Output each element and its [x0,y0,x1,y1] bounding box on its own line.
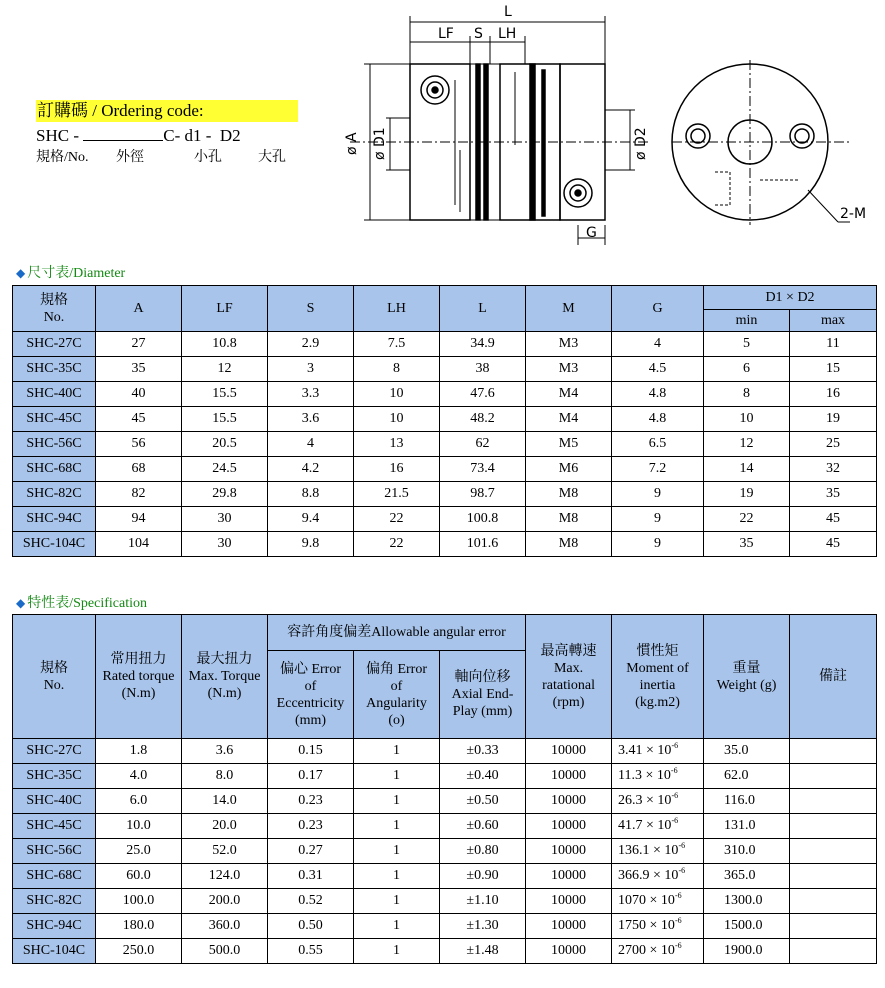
col-inertia: 慣性矩 Moment of inertia (kg.m2) [612,615,704,739]
value-cell: 4.2 [268,457,354,482]
value-cell: M6 [526,457,612,482]
value-cell: 1 [354,864,440,889]
code-blank [83,124,163,141]
value-cell: 1 [354,839,440,864]
value-cell: 10 [354,407,440,432]
value-cell: M3 [526,357,612,382]
value-cell: 124.0 [182,864,268,889]
remark-cell [790,889,877,914]
col-max-torque: 最大扭力 Max. Torque (N.m) [182,615,268,739]
model-cell: SHC-56C [13,839,96,864]
value-cell: 360.0 [182,914,268,939]
col-model: 規格 No. [13,615,96,739]
value-cell: ±0.90 [440,864,526,889]
inertia-exponent: -6 [678,841,686,850]
value-cell: M8 [526,482,612,507]
value-cell: ±1.30 [440,914,526,939]
table-row [13,432,877,457]
inertia-base: 1070 × 10 [618,893,675,908]
value-cell: 22 [354,532,440,557]
value-cell: 365.0 [704,864,790,889]
diamond-bullet-icon: ◆ [16,596,26,610]
dim-phiD2: ø D2 [633,127,649,160]
remark-cell [790,914,877,939]
value-cell: 16 [790,382,877,407]
inertia-cell [612,939,704,964]
value-cell: 8 [704,382,790,407]
label-outer: 外徑 [116,150,144,165]
value-cell: 15.5 [182,407,268,432]
inertia-cell [612,914,704,939]
col-G: G [612,286,704,332]
table-row [13,532,877,557]
col-max: max [790,310,877,332]
value-cell: 10 [704,407,790,432]
value-cell: 9.8 [268,532,354,557]
table-row [13,939,877,964]
label-small: 小孔 [194,150,222,165]
value-cell: 1 [354,914,440,939]
value-cell: 4 [268,432,354,457]
inertia-base: 26.3 × 10 [618,793,672,808]
value-cell: 68 [96,457,182,482]
value-cell: 4.8 [612,407,704,432]
specification-section-title [16,594,147,613]
value-cell: 100.8 [440,507,526,532]
value-cell: 12 [704,432,790,457]
specification-table [12,614,877,964]
dim-phiA: ø A [344,132,360,155]
remark-cell [790,939,877,964]
value-cell: ±0.80 [440,839,526,864]
inertia-base: 366.9 × 10 [618,868,679,883]
inertia-exponent: -6 [674,916,682,925]
model-cell: SHC-82C [13,482,96,507]
value-cell: 9 [612,507,704,532]
value-cell: 98.7 [440,482,526,507]
model-cell: SHC-27C [13,739,96,764]
value-cell: 0.52 [268,889,354,914]
value-cell: 9.4 [268,507,354,532]
value-cell: ±0.50 [440,789,526,814]
col-axial: 軸向位移 Axial End- Play (mm) [440,651,526,739]
table-row [13,739,877,764]
inertia-base: 1750 × 10 [618,918,675,933]
value-cell: 19 [790,407,877,432]
ordering-code-title: 訂購碼 / Ordering code: [36,100,298,122]
value-cell: 45 [790,507,877,532]
table-row [13,764,877,789]
value-cell: 10.8 [182,332,268,357]
value-cell: 15 [790,357,877,382]
value-cell: 250.0 [96,939,182,964]
inertia-cell [612,814,704,839]
code-prefix: SHC - [36,126,79,145]
value-cell: 3.3 [268,382,354,407]
value-cell: 3.6 [182,739,268,764]
inertia-exponent: -6 [671,816,679,825]
table-row [13,382,877,407]
diameter-table [12,285,877,557]
value-cell: 4.8 [612,382,704,407]
diameter-section-title [16,264,125,283]
value-cell: 6 [704,357,790,382]
table-row [13,457,877,482]
value-cell: 35 [790,482,877,507]
value-cell: 131.0 [704,814,790,839]
value-cell: 101.6 [440,532,526,557]
value-cell: 1900.0 [704,939,790,964]
col-A: A [96,286,182,332]
model-cell: SHC-68C [13,457,96,482]
inertia-cell [612,789,704,814]
model-cell: SHC-82C [13,889,96,914]
value-cell: M4 [526,407,612,432]
value-cell: 0.31 [268,864,354,889]
value-cell: 0.50 [268,914,354,939]
inertia-exponent: -6 [674,891,682,900]
value-cell: 1 [354,814,440,839]
inertia-base: 41.7 × 10 [618,818,672,833]
ordering-code-labels [36,148,298,168]
value-cell: 15.5 [182,382,268,407]
value-cell: 0.27 [268,839,354,864]
table-row [13,914,877,939]
front-view [672,60,850,225]
value-cell: 10000 [526,739,612,764]
inertia-exponent: -6 [671,791,679,800]
dim-G: G [586,225,597,241]
model-cell: SHC-94C [13,914,96,939]
col-weight: 重量 Weight (g) [704,615,790,739]
value-cell: M4 [526,382,612,407]
col-LF: LF [182,286,268,332]
model-cell: SHC-56C [13,432,96,457]
value-cell: 2.9 [268,332,354,357]
value-cell: 7.2 [612,457,704,482]
value-cell: 30 [182,532,268,557]
remark-cell [790,789,877,814]
value-cell: 19 [704,482,790,507]
model-cell: SHC-35C [13,764,96,789]
value-cell: 0.23 [268,789,354,814]
value-cell: 45 [96,407,182,432]
model-cell: SHC-45C [13,814,96,839]
inertia-cell [612,889,704,914]
table-row [13,482,877,507]
value-cell: 7.5 [354,332,440,357]
col-remark: 備註 [790,615,877,739]
col-S: S [268,286,354,332]
table-row [13,332,877,357]
value-cell: 500.0 [182,939,268,964]
value-cell: ±1.48 [440,939,526,964]
value-cell: 0.55 [268,939,354,964]
value-cell: 29.8 [182,482,268,507]
value-cell: 0.23 [268,814,354,839]
table-row [13,357,877,382]
value-cell: ±1.10 [440,889,526,914]
inertia-base: 11.3 × 10 [618,768,671,783]
inertia-base: 3.41 × 10 [618,743,672,758]
table-row [13,839,877,864]
table-row [13,507,877,532]
value-cell: 38 [440,357,526,382]
value-cell: 0.15 [268,739,354,764]
model-cell: SHC-35C [13,357,96,382]
table-row [13,889,877,914]
value-cell: 4.0 [96,764,182,789]
value-cell: 104 [96,532,182,557]
ordering-code-format [36,124,298,148]
value-cell: 200.0 [182,889,268,914]
value-cell: 94 [96,507,182,532]
value-cell: 8 [354,357,440,382]
value-cell: 1 [354,764,440,789]
value-cell: 22 [704,507,790,532]
value-cell: 27 [96,332,182,357]
col-angularity: 偏角 Error of Angularity (o) [354,651,440,739]
inertia-exponent: -6 [671,741,679,750]
value-cell: 3 [268,357,354,382]
model-cell: SHC-104C [13,939,96,964]
value-cell: 82 [96,482,182,507]
inertia-cell [612,839,704,864]
value-cell: 40 [96,382,182,407]
col-L: L [440,286,526,332]
value-cell: 25.0 [96,839,182,864]
value-cell: 62 [440,432,526,457]
inertia-exponent: -6 [670,766,678,775]
value-cell: 10.0 [96,814,182,839]
dim-L: L [504,4,512,20]
value-cell: 0.17 [268,764,354,789]
value-cell: 22 [354,507,440,532]
code-c: C [163,126,175,145]
remark-cell [790,814,877,839]
model-cell: SHC-104C [13,532,96,557]
value-cell: 32 [790,457,877,482]
dim-LF: LF [438,26,454,42]
value-cell: 10000 [526,789,612,814]
value-cell: 35 [704,532,790,557]
value-cell: 10000 [526,889,612,914]
value-cell: M5 [526,432,612,457]
value-cell: 1.8 [96,739,182,764]
model-cell: SHC-45C [13,407,96,432]
value-cell: 56 [96,432,182,457]
value-cell: 6.5 [612,432,704,457]
inertia-cell [612,739,704,764]
value-cell: 10000 [526,864,612,889]
col-M: M [526,286,612,332]
value-cell: 34.9 [440,332,526,357]
remark-cell [790,839,877,864]
value-cell: 1 [354,889,440,914]
inertia-exponent: -6 [678,866,686,875]
inertia-cell [612,764,704,789]
table-row [13,789,877,814]
value-cell: 3.6 [268,407,354,432]
model-cell: SHC-40C [13,382,96,407]
value-cell: 13 [354,432,440,457]
value-cell: 4 [612,332,704,357]
value-cell: 100.0 [96,889,182,914]
col-eccentricity: 偏心 Error of Eccentricity (mm) [268,651,354,739]
value-cell: 1 [354,789,440,814]
value-cell: 16 [354,457,440,482]
value-cell: ±0.33 [440,739,526,764]
value-cell: 11 [790,332,877,357]
value-cell: ±0.60 [440,814,526,839]
value-cell: 12 [182,357,268,382]
ordering-code-block [36,100,298,168]
value-cell: 30 [182,507,268,532]
value-cell: 14.0 [182,789,268,814]
value-cell: 9 [612,482,704,507]
value-cell: 1 [354,739,440,764]
remark-cell [790,739,877,764]
model-cell: SHC-68C [13,864,96,889]
value-cell: 21.5 [354,482,440,507]
value-cell: 35.0 [704,739,790,764]
value-cell: 73.4 [440,457,526,482]
value-cell: M3 [526,332,612,357]
value-cell: 310.0 [704,839,790,864]
dim-S: S [474,26,483,42]
inertia-base: 2700 × 10 [618,943,675,958]
value-cell: 1500.0 [704,914,790,939]
value-cell: 62.0 [704,764,790,789]
model-cell: SHC-40C [13,789,96,814]
value-cell: 1300.0 [704,889,790,914]
label-large: 大孔 [258,150,286,165]
value-cell: 45 [790,532,877,557]
col-D: D1 × D2 [704,286,877,310]
value-cell: 10000 [526,939,612,964]
value-cell: 20.0 [182,814,268,839]
inertia-cell [612,864,704,889]
value-cell: 47.6 [440,382,526,407]
value-cell: 10 [354,382,440,407]
value-cell: 4.5 [612,357,704,382]
value-cell: 5 [704,332,790,357]
value-cell: 180.0 [96,914,182,939]
value-cell: 10000 [526,914,612,939]
value-cell: M8 [526,532,612,557]
value-cell: 6.0 [96,789,182,814]
col-LH: LH [354,286,440,332]
model-cell: SHC-27C [13,332,96,357]
inertia-exponent: -6 [674,941,682,950]
dim-M: 2-M [840,206,867,222]
coupling-drawing [330,0,885,255]
model-cell: SHC-94C [13,507,96,532]
specification-title-text: 特性表/Specification [27,596,147,611]
value-cell: 10000 [526,839,612,864]
value-cell: 24.5 [182,457,268,482]
col-min: min [704,310,790,332]
label-no: 規格/No. [36,150,89,165]
table-row [13,407,877,432]
remark-cell [790,864,877,889]
table-row [13,864,877,889]
value-cell: 116.0 [704,789,790,814]
value-cell: 60.0 [96,864,182,889]
value-cell: 8.8 [268,482,354,507]
col-allowable-error: 容許角度偏差Allowable angular error [268,615,526,651]
col-model: 規格 No. [13,286,96,332]
col-max-speed: 最高轉速 Max. ratational (rpm) [526,615,612,739]
table-row [13,814,877,839]
diameter-title-text: 尺寸表/Diameter [27,266,126,281]
value-cell: M8 [526,507,612,532]
value-cell: 52.0 [182,839,268,864]
value-cell: 48.2 [440,407,526,432]
dim-LH: LH [498,26,517,42]
value-cell: 10000 [526,764,612,789]
value-cell: 10000 [526,814,612,839]
value-cell: 9 [612,532,704,557]
dim-phiD1: ø D1 [372,127,388,160]
col-rated-torque: 常用扭力 Rated torque (N.m) [96,615,182,739]
diamond-bullet-icon: ◆ [16,266,26,280]
remark-cell [790,764,877,789]
value-cell: 8.0 [182,764,268,789]
inertia-base: 136.1 × 10 [618,843,679,858]
value-cell: 20.5 [182,432,268,457]
value-cell: 25 [790,432,877,457]
value-cell: 35 [96,357,182,382]
value-cell: 1 [354,939,440,964]
value-cell: 14 [704,457,790,482]
code-rest: - d1 - D2 [174,126,241,145]
value-cell: ±0.40 [440,764,526,789]
